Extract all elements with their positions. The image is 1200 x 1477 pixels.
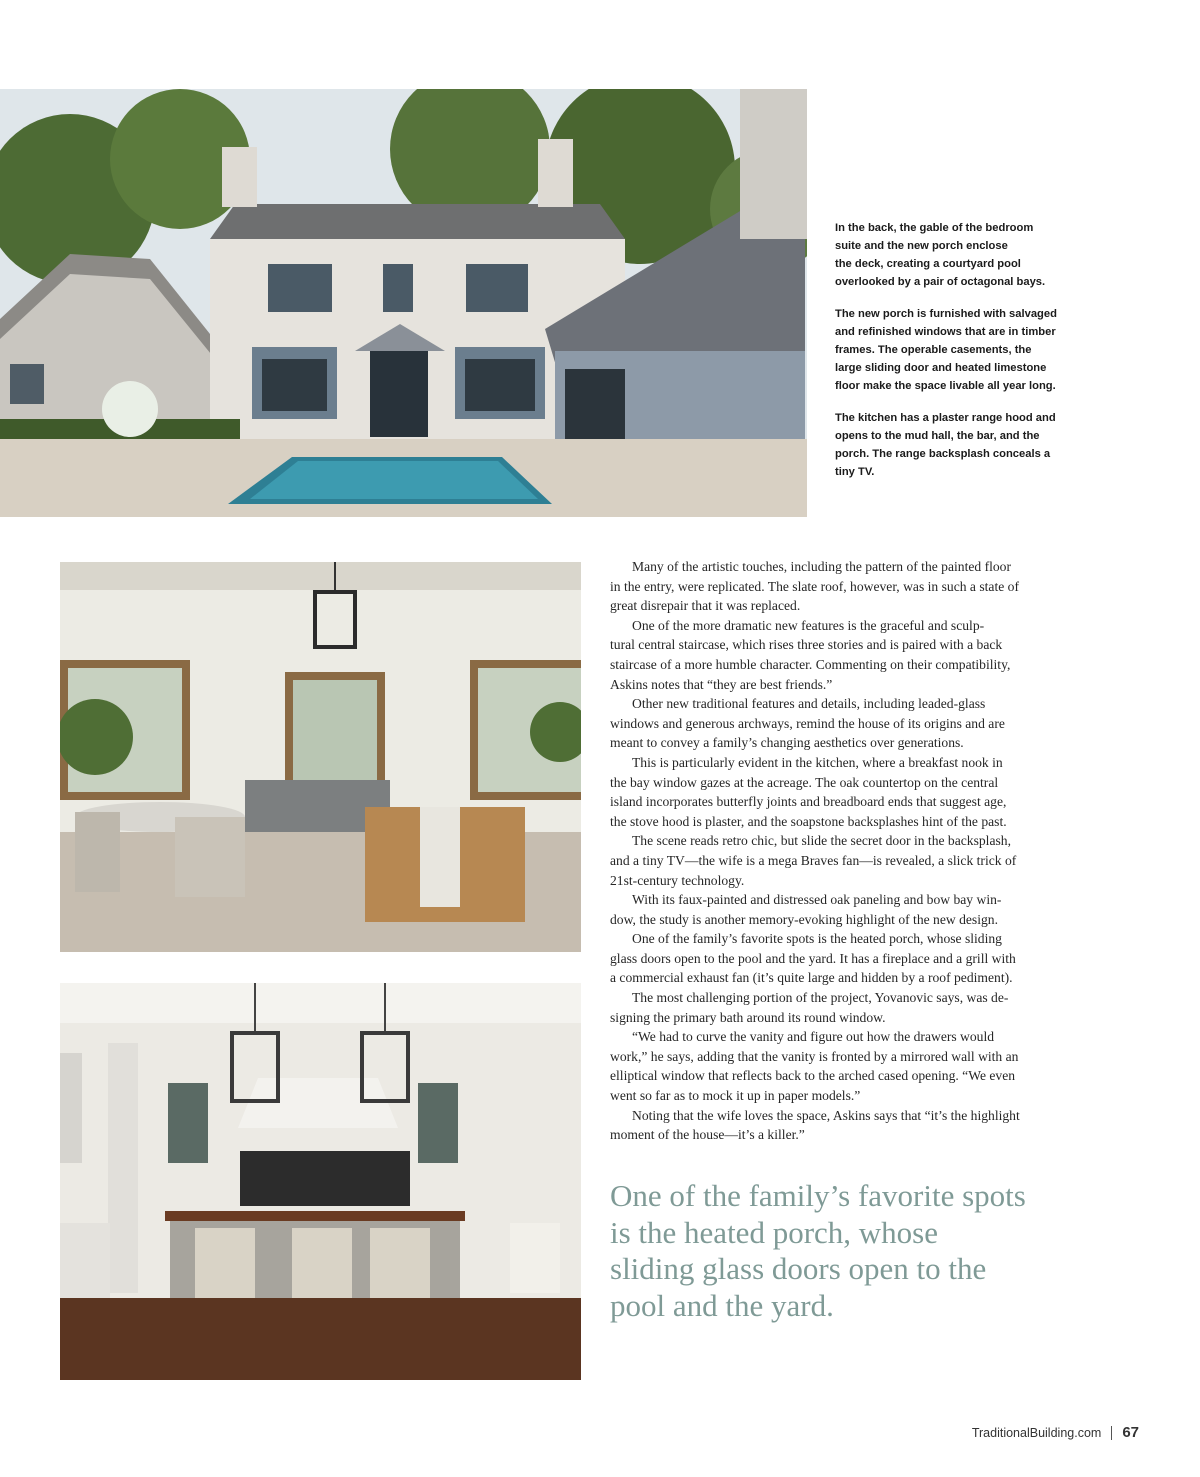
- body-paragraph: Many of the artistic touches, including the pattern of the painted floor in the entry, were replicated. The slate roof, however, was in such a state of great disrepair that it was replaced.: [610, 559, 1019, 614]
- body-paragraph: One of the family’s favorite spots is the heated porch, whose sliding glass doors open to the pool and the yard. It has a fireplace and a grill with a commercial exhaust fan (it’s quite large and hidden by a roof pediment).: [610, 931, 1016, 986]
- caption-exterior: In the back, the gable of the bedroom suite and the new porch enclose the deck, creating a courtyard pool overlooked by a pair of octagonal bays.: [835, 222, 1046, 288]
- body-paragraph: Noting that the wife loves the space, Askins says that “it’s the highlight moment of the house—it’s a killer.”: [610, 1107, 1020, 1143]
- caption-kitchen: The kitchen has a plaster range hood and opens to the mud hall, the bar, and the porch. The range backsplash conceals a tiny TV.: [835, 412, 1056, 478]
- exterior-pool-courtyard-photo: [0, 89, 807, 517]
- body-paragraph: This is particularly evident in the kitchen, where a breakfast nook in the bay window gazes at the acreage. The oak countertop on the central island incorporates butterfly joints and breadboard ends that suggest age, the stove hood is plaster, and the soapstone backsplashes hint of the past.: [610, 754, 1007, 829]
- photo-captions: [835, 219, 1070, 495]
- page-number: 67: [1122, 1424, 1139, 1441]
- body-paragraph: The scene reads retro chic, but slide the secret door in the backsplash, and a tiny TV—the wife is a mega Braves fan—is revealed, a slick trick of 21st-century technology.: [610, 833, 1017, 888]
- footer-divider: [1111, 1426, 1112, 1440]
- kitchen-interior-photo: [60, 983, 581, 1380]
- caption-porch: The new porch is furnished with salvaged and refinished windows that are in timber frames. The operable casements, the large sliding door and heated limestone floor make the space livable all year long.: [835, 308, 1057, 392]
- pull-quote: One of the family’s favorite spots is the heated porch, whose sliding glass doors open to the pool and the yard.: [610, 1178, 1026, 1323]
- body-paragraph: With its faux-painted and distressed oak paneling and bow bay win- dow, the study is another memory-evoking highlight of the new design.: [610, 892, 1002, 927]
- footer-website: TraditionalBuilding.com: [971, 1425, 1102, 1440]
- body-paragraph: The most challenging portion of the project, Yovanovic says, was de- signing the primary bath around its round window.: [610, 990, 1009, 1025]
- porch-interior-photo: [60, 562, 581, 952]
- page-footer: [972, 1424, 1139, 1441]
- body-paragraph: Other new traditional features and details, including leaded-glass windows and generous archways, remind the house of its origins and are meant to convey a family’s changing aesthetics over generations.: [610, 696, 1005, 751]
- article-body: [610, 557, 1070, 1145]
- body-paragraph: “We had to curve the vanity and figure out how the drawers would work,” he says, adding that the vanity is fronted by a mirrored wall with an elliptical window that reflects back to the arched cased opening. “We even went so far as to mock it up in paper models.”: [610, 1029, 1019, 1104]
- body-paragraph: One of the more dramatic new features is the graceful and sculp- tural central staircase, which rises three stories and is paired with a back staircase of a more humble character. Commenting on their compatibility, Askins notes that “they are best friends.”: [610, 617, 1011, 692]
